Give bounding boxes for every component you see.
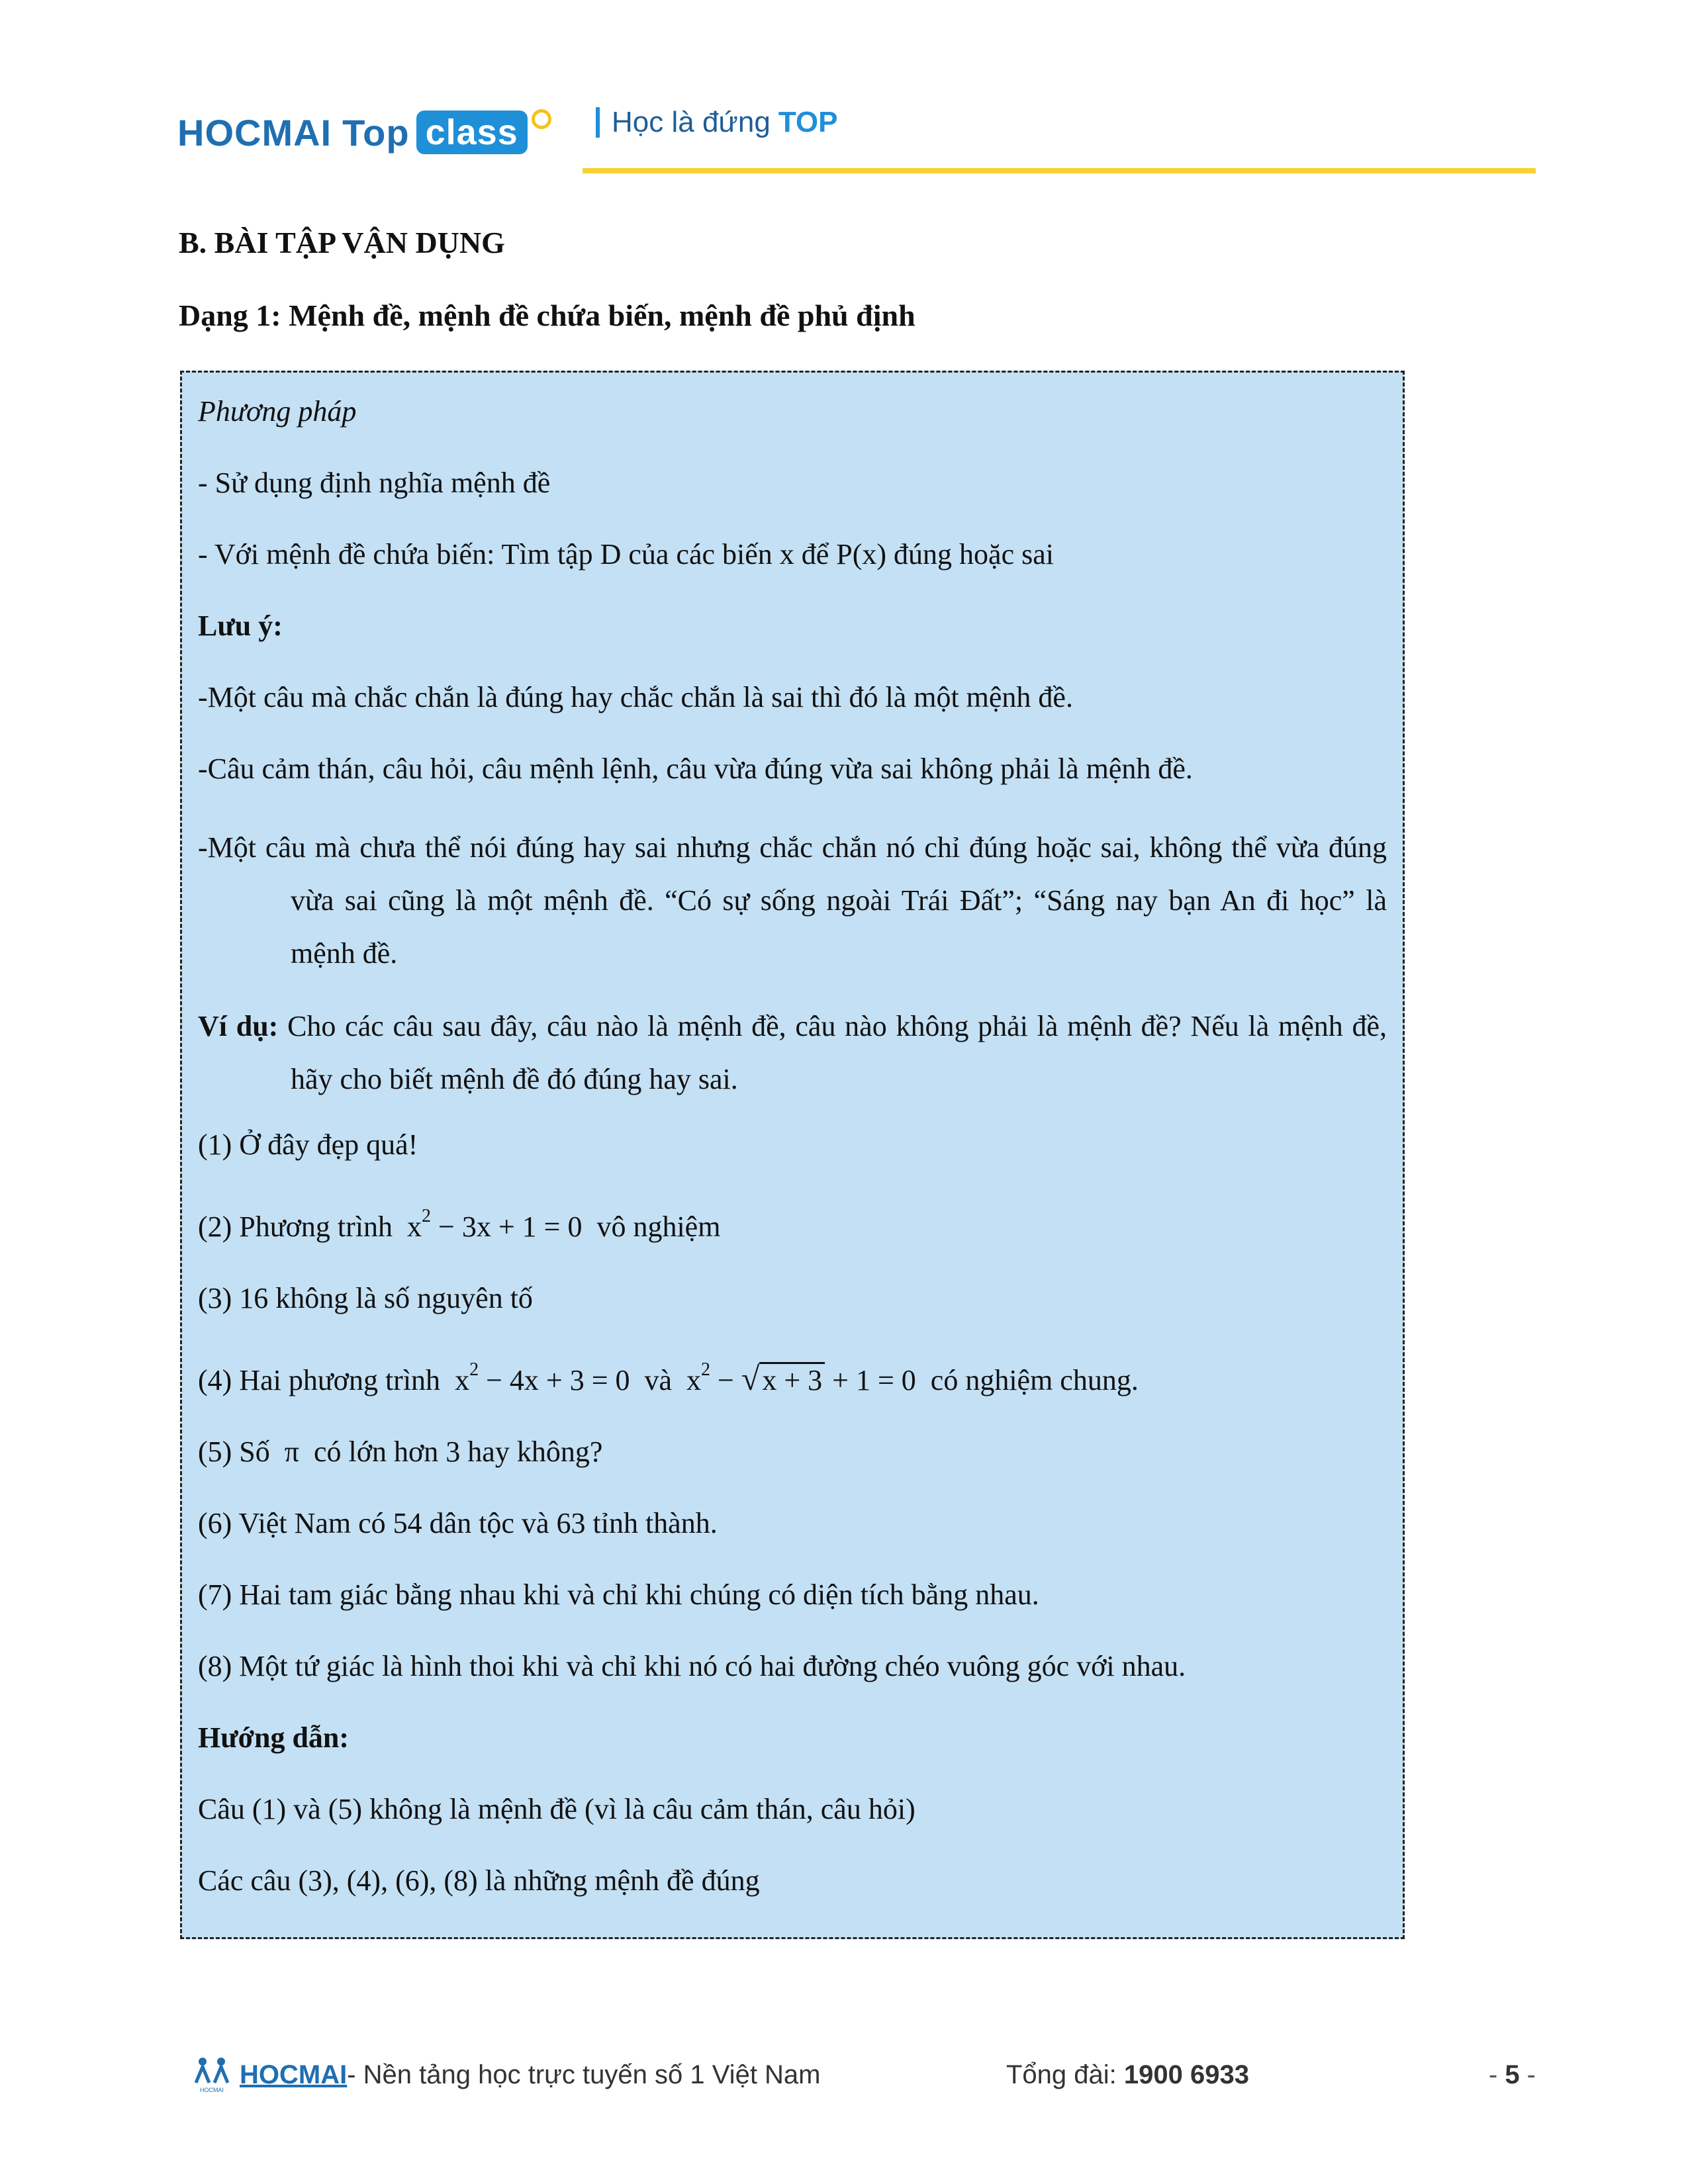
logo-class-text: class	[425, 113, 518, 152]
tagline-text: Học là đứng	[612, 106, 771, 138]
note-item: -Câu cảm thán, câu hỏi, câu mệnh lệnh, câu vừa đúng vừa sai không phải là mệnh đề.	[198, 752, 1193, 785]
item-text: và	[644, 1364, 673, 1396]
item-text: (5) Số	[198, 1435, 270, 1468]
method-title: Phương pháp	[198, 395, 357, 428]
math-rest: −	[718, 1364, 734, 1396]
example-paragraph	[198, 1000, 1387, 1106]
equation	[455, 1359, 630, 1396]
item-text: (4) Hai phương trình	[198, 1364, 441, 1396]
footer-slogan: - Nền tảng học trực tuyến số 1 Việt Nam	[347, 2060, 821, 2089]
math-exponent: 2	[422, 1206, 431, 1226]
section-subtitle: Dạng 1: Mệnh đề, mệnh đề chứa biến, mệnh đề phủ định	[179, 298, 915, 332]
hocmai-people-icon	[192, 2056, 232, 2093]
hocmai-topclass-logo	[177, 106, 551, 159]
page-footer	[192, 2052, 1536, 2098]
hotline-label: Tổng đài:	[1006, 2060, 1124, 2089]
item-text: (2) Phương trình	[198, 1210, 393, 1243]
equation	[686, 1359, 916, 1397]
logo-top-text: Top	[342, 111, 410, 154]
example-item: (3) 16 không là số nguyên tố	[198, 1282, 533, 1314]
method-box	[180, 371, 1405, 1939]
example-item	[198, 1351, 1387, 1400]
example-item	[198, 1197, 1387, 1246]
section-title: B. BÀI TẬP VẬN DỤNG	[179, 226, 505, 259]
guide-item: Các câu (3), (4), (6), (8) là những mệnh đề đúng	[198, 1864, 760, 1897]
page-suffix: -	[1519, 2060, 1536, 2089]
math-rest: + 1 = 0	[832, 1364, 916, 1396]
example-item	[198, 1433, 1387, 1471]
math-rest: − 3x + 1 = 0	[438, 1210, 583, 1243]
hotline-number: 1900 6933	[1123, 2060, 1249, 2089]
footer-brand-link[interactable]: HOCMAI	[240, 2060, 348, 2089]
logo-main-text: HOCMAI	[177, 111, 332, 154]
guide-item: Câu (1) và (5) không là mệnh đề (vì là câu cảm thán, câu hỏi)	[198, 1793, 915, 1825]
logo-class-badge	[416, 111, 528, 154]
header-divider	[583, 168, 1536, 173]
equation	[407, 1206, 583, 1243]
math-var: x	[407, 1210, 422, 1243]
math-rest: − 4x + 3 = 0	[486, 1364, 630, 1396]
tagline-top: TOP	[778, 106, 838, 138]
math-var: x	[686, 1364, 702, 1396]
example-text: Cho các câu sau đây, câu nào là mệnh đề, câu nào không phải là mệnh đề? Nếu là mệnh đề, hãy cho biết mệnh đề đó đúng hay sai.	[278, 1010, 1387, 1095]
header-tagline	[596, 99, 837, 146]
icon-caption: HOCMAI	[200, 2087, 224, 2093]
page-prefix: -	[1488, 2060, 1505, 2089]
example-item: (7) Hai tam giác bằng nhau khi và chỉ khi chúng có diện tích bằng nhau.	[198, 1578, 1039, 1611]
example-label: Ví dụ:	[198, 1010, 279, 1042]
math-var: x	[455, 1364, 470, 1396]
method-item: - Với mệnh đề chứa biến: Tìm tập D của các biến x để P(x) đúng hoặc sai	[198, 538, 1054, 570]
sqrt-icon: √	[741, 1360, 760, 1397]
note-item: -Một câu mà chắc chắn là đúng hay chắc chắn là sai thì đó là một mệnh đề.	[198, 681, 1073, 713]
example-item: (6) Việt Nam có 54 dân tộc và 63 tỉnh thành.	[198, 1507, 718, 1539]
footer-hotline	[1006, 2060, 1249, 2090]
example-item: (1) Ở đây đẹp quá!	[198, 1128, 418, 1161]
item-text: có nghiệm chung.	[930, 1364, 1139, 1396]
item-text: vô nghiệm	[596, 1210, 721, 1243]
note-title: Lưu ý:	[198, 610, 283, 642]
method-item: - Sử dụng định nghĩa mệnh đề	[198, 467, 551, 499]
math-exponent: 2	[701, 1359, 711, 1380]
math-exponent: 2	[469, 1359, 479, 1380]
math-pi: π	[284, 1435, 299, 1468]
page-number	[1489, 2060, 1536, 2090]
page-number-value: 5	[1505, 2060, 1520, 2089]
item-text: có lớn hơn 3 hay không?	[314, 1435, 603, 1468]
math-radicand: x + 3	[759, 1362, 825, 1396]
tagline-divider	[596, 107, 600, 138]
example-item: (8) Một tứ giác là hình thoi khi và chỉ khi nó có hai đường chéo vuông góc với nhau.	[198, 1650, 1186, 1682]
sun-icon	[532, 109, 551, 129]
note-item: -Một câu mà chưa thể nói đúng hay sai nhưng chắc chắn nó chỉ đúng hoặc sai, không thể vừa đúng vừa sai cũng là một mệnh đề. “Có sự sống ngoài Trái Đất”; “Sáng nay bạn An đi học” là mệnh đề.	[198, 831, 1387, 970]
guide-title: Hướng dẫn:	[198, 1721, 350, 1754]
